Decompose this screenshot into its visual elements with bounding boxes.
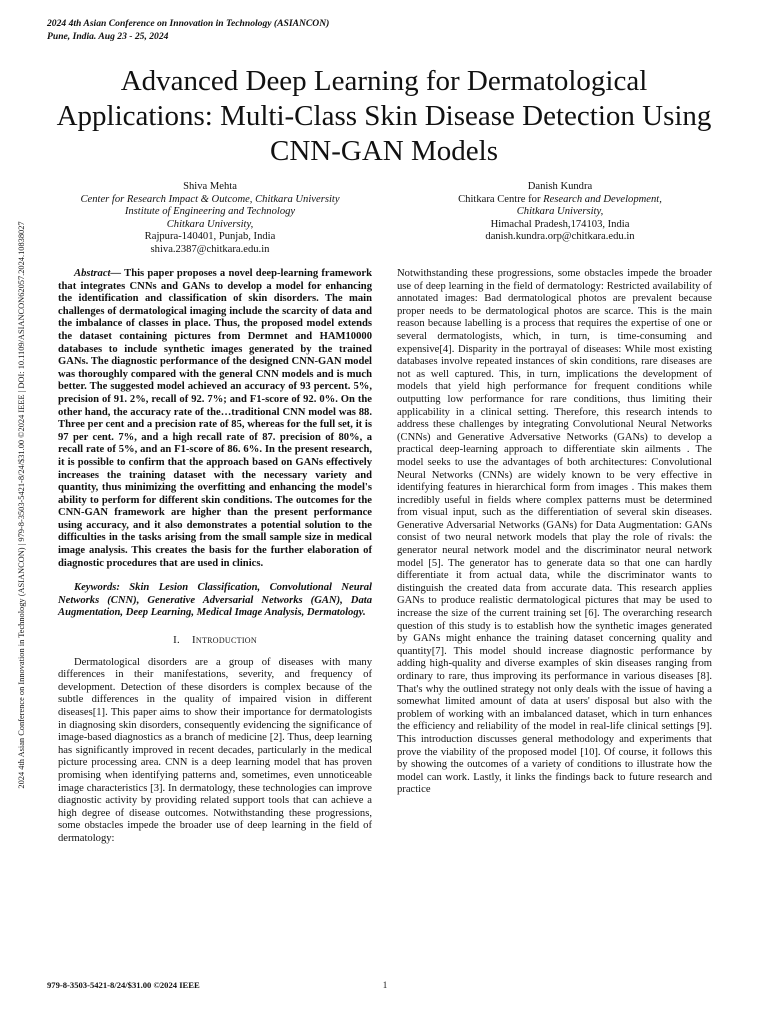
introduction-paragraph: Dermatological disorders are a group of diseases with many differences in their manifestations, severity, and frequency of development. Detection of these disorders is complex because of the subtle differences in the quality of impaired vision in different diseases[1]. This paper aims to show their importance for dermatologists in diagnosing skin disorders, consequently evidencing the significance of image-based diagnostics as a branch of medicine [2]. Thus, deep learning has significantly improved in recent decades, particularly in the medical picture processing area. CNN is a deep learning model that has proven promising when identifying patterns and, sometimes, even unnoticeable image characteristics [3]. In dermatology, these technologies can improve diagnostic activity by providing related support tools that can achieve a high degree of disease outcomes. Notwithstanding these progressions, some obstacles impede the broader use of deep learning in the field of dermatology:	[58, 656, 372, 844]
paper-title: Advanced Deep Learning for Dermatological Applications: Multi-Class Skin Disease Detection Using CNN-GAN Models	[56, 65, 712, 167]
doi-sidebar: 2024 4th Asian Conference on Innovation in Technology (ASIANCON) | 979-8-3503-5421-8/24/$31.00 ©2024 IEEE | DOI: 10.1109/ASIANCON62057.2024.10838027	[17, 221, 26, 789]
author-block-1	[60, 181, 360, 257]
section-number: I.	[173, 634, 180, 647]
page-number: 1	[382, 980, 388, 990]
abstract-label: Abstract—	[74, 268, 122, 279]
footer-copyright: 979-8-3503-5421-8/24/$31.00 ©2024 IEEE	[47, 980, 200, 990]
author-affiliation: Chitkara University,	[516, 206, 604, 218]
introduction-continued: Notwithstanding these progressions, some obstacles impede the broader use of deep learning in the field of dermatology: Restricted availability of annotated images: Bad dermatological photos are prevalent because proper needs to be dermatological photos are scarce. This is the main reason because labelling is a process that requires the expertise of one or several dermatologists, which, in turn, is time-consuming and expensive[4]. Disparity in the portrayal of diseases: While most existing databases involve repeated instances of skin conditions, rare diseases are not as well captured. This, in turn, implications the development of models that yield high performance for frequent conditions while outputting low performance for rare conditions, thus limiting their applicability in a clinical setting. Therefore, this research intends to address these challenges by integrating Convolutional Neural Networks (CNNs) and Generative Adversative Networks (GANs) to develop a practical deep-learning approach to differentiate skin ailments . The model seeks to use the advantages of both architectures: Convolutional Neural Networks (CNNs) are widely known to be very effective in identifying features in hierarchical form from images . This makes them incredibly useful in fields where complex patterns must be determined from visual input, such as the differentiation of several skin diseases. Generative Adversarial Networks (GANs) for Data Augmentation: GANs consist of two neural network models that play the role of rivals: the generator neural network model and the discriminator neural network model [5]. The generator has to generate data so that one can hardly differentiate it from actual data, while the discriminator wants to distinguish the created data from accurate data. This research applies GANs to produce realistic dermatological pictures that may be used to increase the size of the current training set [6]. The overarching research question of this study is to establish how the synthetic images generated by GANs might enhance the training dataset concerning quality and quantity[7]. This model should increase diagnostic performance by adding high-quality and diverse examples of skin diseases ranging from ordinary to rare, thus improving its performance in various diseases [8]. That's why the outlined strategy not only deals with the issue of having a somewhat limited amount of data at users' disposal but also with the problem of working with an imbalanced dataset, which in turn enhances the efficiency and reliability of the model in real-life clinical settings [9]. This introduction discusses general methodology and experiments that prove the viability of the proposed model [10]. Of course, it follows this by showing the outcomes of a variety of conditions to illustrate how the model can work. Lastly, it links the findings back to future research and practice	[397, 268, 712, 796]
keywords-text: Skin Lesion Classification, Convolutional Neural Networks (CNN), Generative Adversarial Networks (GAN), Data Augmentation, Deep Learning, Medical Image Analysis, Dermatology.	[58, 582, 372, 619]
keywords-label: Keywords:	[74, 582, 120, 594]
author-affiliation: Center for Research Impact & Outcome, Chitkara University	[80, 193, 340, 205]
section-heading-introduction	[58, 634, 372, 647]
section-title: Introduction	[191, 634, 257, 647]
conference-location: Pune, India. Aug 23 - 25, 2024	[47, 30, 169, 42]
author-affiliation: Institute of Engineering and Technology	[124, 206, 296, 218]
author-affiliation: Chitkara University,	[166, 218, 254, 230]
author-email: shiva.2387@chitkara.edu.in	[150, 243, 270, 255]
abstract-text: This paper proposes a novel deep-learning framework that integrates CNNs and GANs to develop a model for enhancing the identification and classification of skin disorders. The main challenges of dermatological imaging include the scarcity of data and the imbalance of classes in place. Thus, the proposed model extends the dataset containing pictures from Dermnet and HAM10000 databases to include synthetic images generated by the trained GANs. The diagnostic performance of the designed CNN-GAN model was thoroughly compared with the general CNN models and is much better. The suggested model achieved an accuracy of 93 percent. 5%, precision of 91. 2%, recall of 92. 7%; and F1-score of 92. 0%. On the other hand, the accuracy rate of the…traditional CNN model was 88. Three per cent and a precision rate of 85, whereas for the full set, it is 97 per cent. 7%, and a high recall rate of 87. precision of 80%, a recall rate of 5%, and an F1-score of 86. 6%. In the present research, it is possible to confirm that the approach based on GANs effectively increases the training dataset with the necessary variety and quantity, thus minimizing the overfitting and enhancing the model's ability to perform for different skin conditions. The outcomes for the CNN-GAN framework are higher than the present performance using accuracy, and it also demonstrates a potential solution to the difficulties in the tasks arising from the small sample size in medical image analysis. This creates the basis for the further elaboration of diagnostic procedures that are used in clinics.	[58, 268, 372, 569]
author-location: Himachal Pradesh,174103, India	[490, 218, 630, 230]
author-name: Shiva Mehta	[183, 181, 237, 192]
author-affiliation-part: Research and Development,	[543, 193, 662, 205]
abstract	[58, 268, 372, 570]
author-block-2	[410, 181, 710, 244]
conference-name: 2024 4th Asian Conference on Innovation in Technology (ASIANCON)	[47, 18, 330, 29]
left-column	[58, 268, 372, 846]
author-email: danish.kundra.orp@chitkara.edu.in	[485, 231, 635, 243]
keywords	[58, 582, 372, 620]
author-affiliation	[410, 194, 710, 207]
author-affiliation-part: Chitkara Centre for	[458, 193, 544, 205]
author-location: Rajpura-140401, Punjab, India	[144, 231, 276, 243]
conference-header	[47, 18, 329, 43]
right-column	[397, 268, 712, 797]
author-name: Danish Kundra	[527, 181, 593, 192]
